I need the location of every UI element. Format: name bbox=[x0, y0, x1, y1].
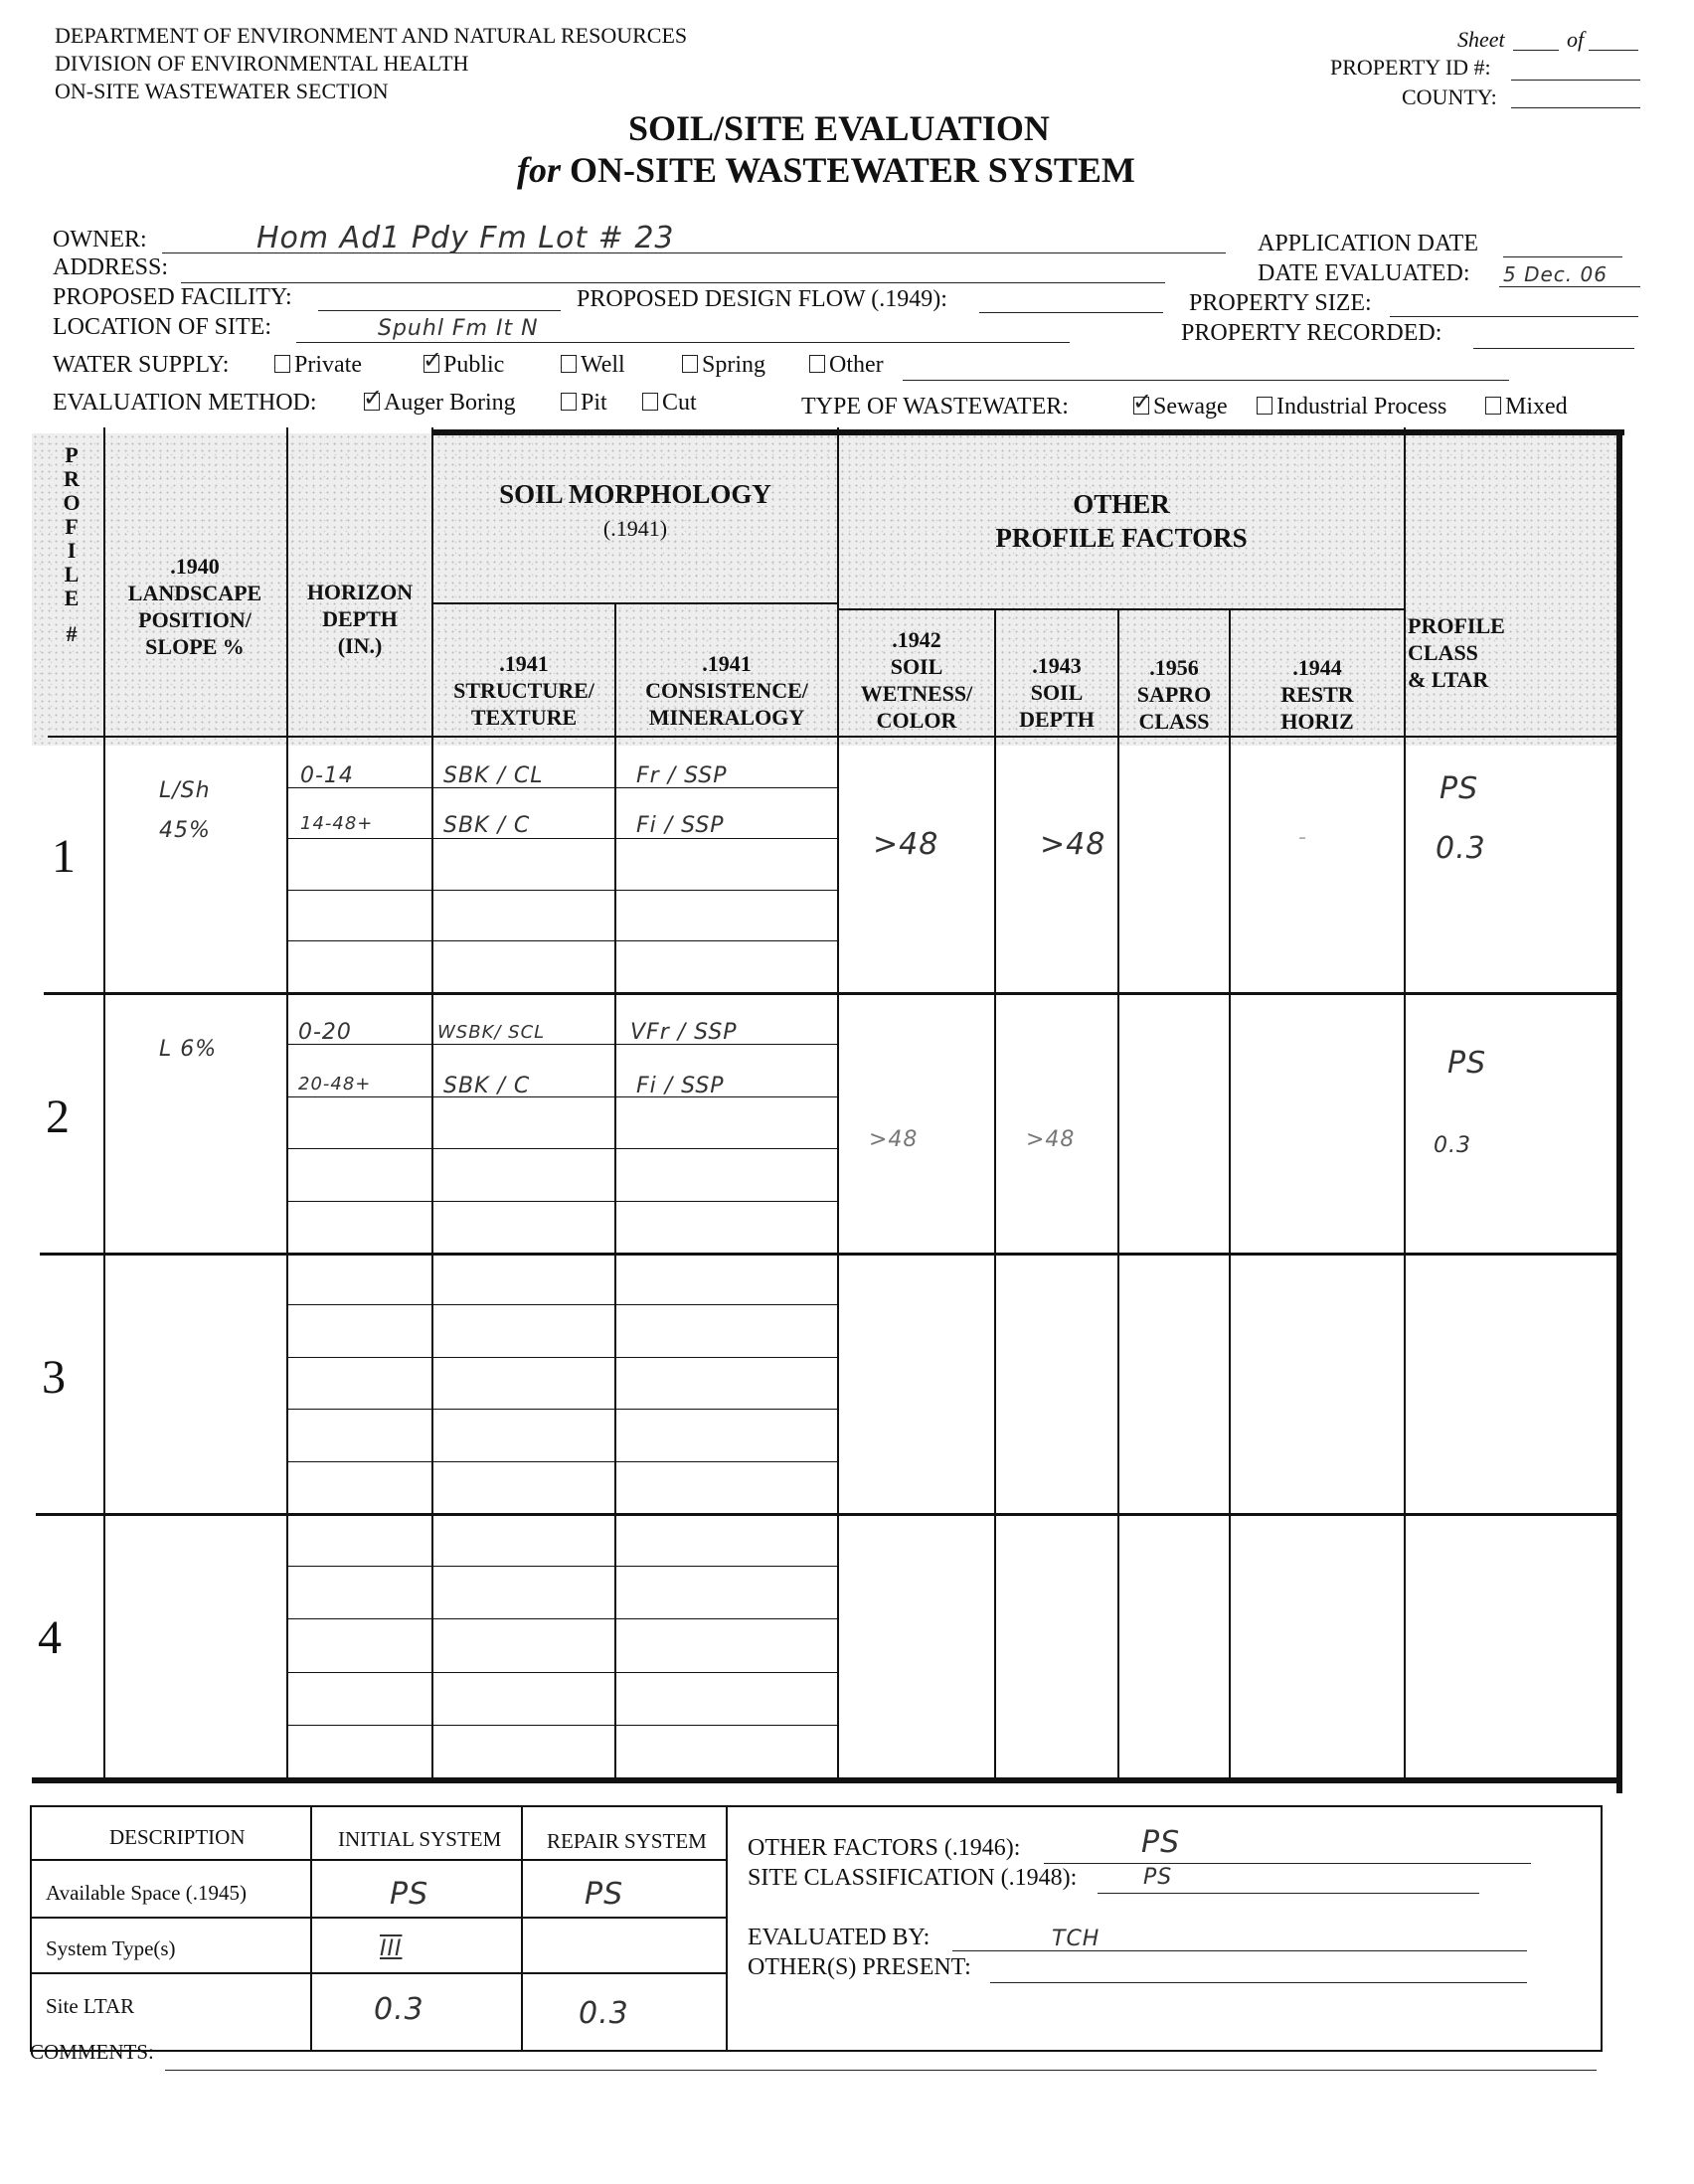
subtitle-rest: ON-SITE WASTEWATER SYSTEM bbox=[570, 150, 1135, 190]
proposed-facility-label: PROPOSED FACILITY: bbox=[53, 284, 292, 310]
design-flow-label: PROPOSED DESIGN FLOW (.1949): bbox=[577, 286, 947, 312]
horizon-row-line bbox=[286, 1304, 837, 1305]
summary-row-line bbox=[30, 1859, 726, 1861]
checkbox-checked-icon[interactable] bbox=[1133, 397, 1149, 415]
soil-morphology-code: (.1941) bbox=[602, 516, 668, 541]
soil-morph-divider bbox=[431, 602, 837, 604]
profile2-landscape: L 6% bbox=[159, 1037, 218, 1062]
application-date-field[interactable] bbox=[1503, 256, 1622, 257]
evaluated-by-label: EVALUATED BY: bbox=[748, 1925, 931, 1950]
horizon-row-line bbox=[286, 1618, 837, 1619]
of-label: of bbox=[1567, 27, 1585, 52]
summary-col-line bbox=[521, 1805, 523, 2050]
profile-number: 3 bbox=[42, 1351, 66, 1404]
col-line bbox=[1404, 427, 1406, 1779]
address-label: ADDRESS: bbox=[53, 254, 169, 280]
other-factors-value: PS bbox=[1141, 1825, 1181, 1860]
horizon-row-line bbox=[286, 1672, 837, 1673]
system-type-initial[interactable]: III bbox=[380, 1936, 403, 1961]
comments-field[interactable] bbox=[165, 2070, 1597, 2071]
profile1-h2-depth: 14-48+ bbox=[300, 813, 374, 834]
location-value: Spuhl Fm It N bbox=[378, 316, 539, 341]
wetness-header: .1942 SOIL WETNESS/ COLOR bbox=[860, 627, 973, 733]
evaluation-method-label: EVALUATION METHOD: bbox=[53, 390, 317, 416]
profile1-wetness: >48 bbox=[873, 827, 939, 862]
summary-row-line bbox=[30, 1917, 726, 1919]
profile1-h1-consistence: Fr / SSP bbox=[636, 763, 728, 788]
available-space-initial[interactable]: PS bbox=[390, 1877, 429, 1912]
sheet-label: Sheet bbox=[1457, 27, 1505, 52]
site-ltar-repair[interactable]: 0.3 bbox=[579, 1996, 629, 2031]
section-name: ON-SITE WASTEWATER SECTION bbox=[55, 79, 389, 103]
checkbox-icon[interactable] bbox=[809, 355, 825, 373]
site-ltar-label: Site LTAR bbox=[46, 1994, 135, 2018]
row-separator bbox=[36, 1513, 1618, 1516]
table-bottom-border bbox=[32, 1777, 1622, 1783]
proposed-facility-field[interactable] bbox=[318, 310, 561, 311]
horizon-row-line bbox=[286, 1148, 837, 1149]
water-other-option[interactable]: Other bbox=[809, 352, 884, 379]
horizon-row-line bbox=[286, 838, 837, 839]
site-classification-label: SITE CLASSIFICATION (.1948): bbox=[748, 1865, 1078, 1891]
profile1-landscape: L/Sh 45% bbox=[159, 778, 211, 843]
method-auger-option[interactable]: ✓ Auger Boring bbox=[364, 390, 516, 417]
soil-depth-header: .1943 SOIL DEPTH bbox=[1019, 653, 1095, 732]
horizon-row-line bbox=[286, 890, 837, 891]
checkbox-icon[interactable] bbox=[1485, 397, 1501, 415]
consistence-header: .1941 CONSISTENCE/ MINERALOGY bbox=[645, 651, 808, 730]
site-classification-value: PS bbox=[1143, 1865, 1173, 1890]
profile-class-header: PROFILE CLASS & LTAR bbox=[1408, 613, 1505, 692]
comments-label: COMMENTS: bbox=[30, 2040, 154, 2064]
profile1-class: PS bbox=[1440, 771, 1479, 806]
profile-number: 4 bbox=[38, 1611, 62, 1664]
date-evaluated-field[interactable] bbox=[1499, 286, 1640, 287]
landscape-header: .1940 LANDSCAPE POSITION/ SLOPE % bbox=[127, 554, 262, 659]
property-recorded-label: PROPERTY RECORDED: bbox=[1181, 320, 1442, 346]
system-type-label: System Type(s) bbox=[46, 1936, 176, 1960]
profile2-h1-depth: 0-20 bbox=[298, 1020, 352, 1045]
checkbox-icon[interactable] bbox=[274, 355, 290, 373]
col-line bbox=[103, 427, 105, 1779]
others-present-label: OTHER(S) PRESENT: bbox=[748, 1954, 971, 1980]
method-cut-option[interactable]: Cut bbox=[642, 390, 697, 417]
header-bottom-line bbox=[48, 736, 1620, 738]
checkbox-icon[interactable] bbox=[561, 393, 577, 411]
summary-description-header: DESCRIPTION bbox=[109, 1825, 246, 1849]
site-ltar-initial[interactable]: 0.3 bbox=[374, 1992, 424, 2027]
date-evaluated-label: DATE EVALUATED: bbox=[1258, 260, 1470, 286]
water-public-option[interactable]: ✓ Public bbox=[424, 352, 504, 379]
profile-number: 2 bbox=[46, 1091, 70, 1143]
profile1-ltar: 0.3 bbox=[1436, 831, 1486, 866]
other-factors-label: OTHER FACTORS (.1946): bbox=[748, 1835, 1021, 1861]
evaluated-by-value: TCH bbox=[1052, 1927, 1101, 1951]
profile2-ltar: 0.3 bbox=[1434, 1133, 1471, 1158]
summary-initial-header: INITIAL SYSTEM bbox=[338, 1827, 502, 1851]
checkbox-icon[interactable] bbox=[561, 355, 577, 373]
profile2-h1-consistence: VFr / SSP bbox=[630, 1020, 738, 1045]
profile1-h2-consistence: Fi / SSP bbox=[636, 813, 725, 838]
col-line bbox=[286, 427, 288, 1779]
sheet-total-field[interactable] bbox=[1589, 50, 1638, 51]
form-title: SOIL/SITE EVALUATION bbox=[628, 108, 1050, 148]
horizon-row-line bbox=[286, 1409, 837, 1410]
horizon-row-line bbox=[286, 1566, 837, 1567]
horizon-row-line bbox=[286, 1096, 837, 1097]
profile1-depth: >48 bbox=[1040, 827, 1106, 862]
row-separator bbox=[40, 1253, 1618, 1256]
horizon-row-line bbox=[286, 1461, 837, 1462]
water-other-field[interactable] bbox=[903, 380, 1509, 381]
wastewater-industrial-option[interactable]: Industrial Process bbox=[1257, 394, 1446, 420]
horizon-row-line bbox=[286, 1357, 837, 1358]
property-id-label: PROPERTY ID #: bbox=[1330, 55, 1491, 80]
profile1-h1-depth: 0-14 bbox=[300, 763, 354, 788]
structure-header: .1941 STRUCTURE/ TEXTURE bbox=[453, 651, 594, 730]
profile2-h2-consistence: Fi / SSP bbox=[636, 1074, 725, 1098]
sapro-header: .1956 SAPRO CLASS bbox=[1136, 655, 1212, 734]
property-size-label: PROPERTY SIZE: bbox=[1189, 290, 1372, 316]
method-pit-option[interactable]: Pit bbox=[561, 390, 607, 417]
profile2-class: PS bbox=[1447, 1046, 1487, 1081]
col-line bbox=[614, 602, 616, 1779]
wastewater-type-label: TYPE OF WASTEWATER: bbox=[801, 394, 1069, 420]
property-size-field[interactable] bbox=[1390, 316, 1638, 317]
horizon-row-line bbox=[286, 1201, 837, 1202]
profile1-h1-structure: SBK / CL bbox=[443, 763, 544, 788]
col-line bbox=[837, 427, 839, 1779]
summary-repair-header: REPAIR SYSTEM bbox=[547, 1829, 707, 1853]
table-top-border bbox=[431, 429, 1624, 435]
wastewater-sewage-option[interactable]: ✓ Sewage bbox=[1133, 394, 1228, 420]
checkbox-icon[interactable] bbox=[642, 393, 658, 411]
profile-number-header: P R O F I L E # bbox=[63, 442, 81, 646]
sheet-number-field[interactable] bbox=[1513, 50, 1559, 51]
site-classification-field[interactable] bbox=[1098, 1893, 1479, 1894]
location-label: LOCATION OF SITE: bbox=[53, 314, 271, 340]
horizon-row-line bbox=[286, 940, 837, 941]
for-word: for bbox=[517, 150, 561, 190]
profile2-wetness: >48 bbox=[869, 1127, 919, 1152]
address-field[interactable] bbox=[181, 282, 1165, 283]
horizon-row-line bbox=[286, 1725, 837, 1726]
summary-col-line bbox=[726, 1805, 728, 2050]
other-factors-field[interactable] bbox=[1044, 1863, 1531, 1864]
table-right-border bbox=[1616, 429, 1622, 1793]
checkbox-icon[interactable] bbox=[682, 355, 698, 373]
profile1-h2-structure: SBK / C bbox=[443, 813, 531, 838]
horizon-row-line bbox=[286, 787, 837, 788]
col-line bbox=[1229, 608, 1231, 1779]
property-id-field[interactable] bbox=[1511, 80, 1640, 81]
available-space-label: Available Space (.1945) bbox=[46, 1881, 247, 1905]
profile2-depth: >48 bbox=[1026, 1127, 1076, 1152]
design-flow-field[interactable] bbox=[979, 312, 1163, 313]
checkbox-icon[interactable] bbox=[1257, 397, 1272, 415]
available-space-repair[interactable]: PS bbox=[585, 1877, 624, 1912]
county-label: COUNTY: bbox=[1402, 84, 1497, 109]
date-evaluated-value: 5 Dec. 06 bbox=[1503, 262, 1608, 286]
col-line bbox=[1117, 608, 1119, 1779]
horizon-header: HORIZON DEPTH (IN.) bbox=[306, 580, 414, 658]
other-factors-divider bbox=[837, 608, 1404, 610]
col-line bbox=[431, 427, 433, 1779]
wastewater-mixed-option[interactable]: Mixed bbox=[1485, 394, 1568, 420]
checkbox-checked-icon[interactable] bbox=[424, 355, 439, 373]
location-field[interactable] bbox=[296, 342, 1070, 343]
other-profile-factors-header: OTHER PROFILE FACTORS bbox=[995, 489, 1248, 553]
water-supply-label: WATER SUPPLY: bbox=[53, 352, 230, 378]
restr-header: .1944 RESTR HORIZ bbox=[1280, 655, 1354, 734]
summary-row-line bbox=[30, 1972, 726, 1974]
evaluated-by-field[interactable] bbox=[952, 1950, 1527, 1951]
water-private-option[interactable]: Private bbox=[274, 352, 362, 379]
form-subtitle bbox=[517, 149, 1135, 191]
row-separator bbox=[44, 992, 1618, 995]
profile2-h2-structure: SBK / C bbox=[443, 1074, 531, 1098]
water-spring-option[interactable]: Spring bbox=[682, 352, 765, 379]
department-name: DEPARTMENT OF ENVIRONMENT AND NATURAL RESOURCES bbox=[55, 23, 688, 48]
division-name: DIVISION OF ENVIRONMENTAL HEALTH bbox=[55, 51, 469, 76]
county-field[interactable] bbox=[1511, 107, 1640, 108]
horizon-row-line bbox=[286, 1044, 837, 1045]
col-line bbox=[994, 608, 996, 1779]
checkbox-checked-icon[interactable] bbox=[364, 393, 380, 411]
owner-value: Hom Ad1 Pdy Fm Lot # 23 bbox=[256, 221, 675, 255]
profile2-h2-depth: 20-48+ bbox=[298, 1074, 372, 1094]
profile2-h1-structure: WSBK/ SCL bbox=[437, 1022, 546, 1043]
property-recorded-field[interactable] bbox=[1473, 348, 1634, 349]
application-date-label: APPLICATION DATE bbox=[1258, 231, 1478, 256]
profile-number: 1 bbox=[52, 830, 76, 883]
water-well-option[interactable]: Well bbox=[561, 352, 625, 379]
summary-col-line bbox=[310, 1805, 312, 2050]
soil-morphology-header: SOIL MORPHOLOGY bbox=[499, 479, 771, 509]
profile1-restr: - bbox=[1298, 825, 1307, 850]
others-present-field[interactable] bbox=[990, 1982, 1527, 1983]
owner-label: OWNER: bbox=[53, 227, 147, 252]
